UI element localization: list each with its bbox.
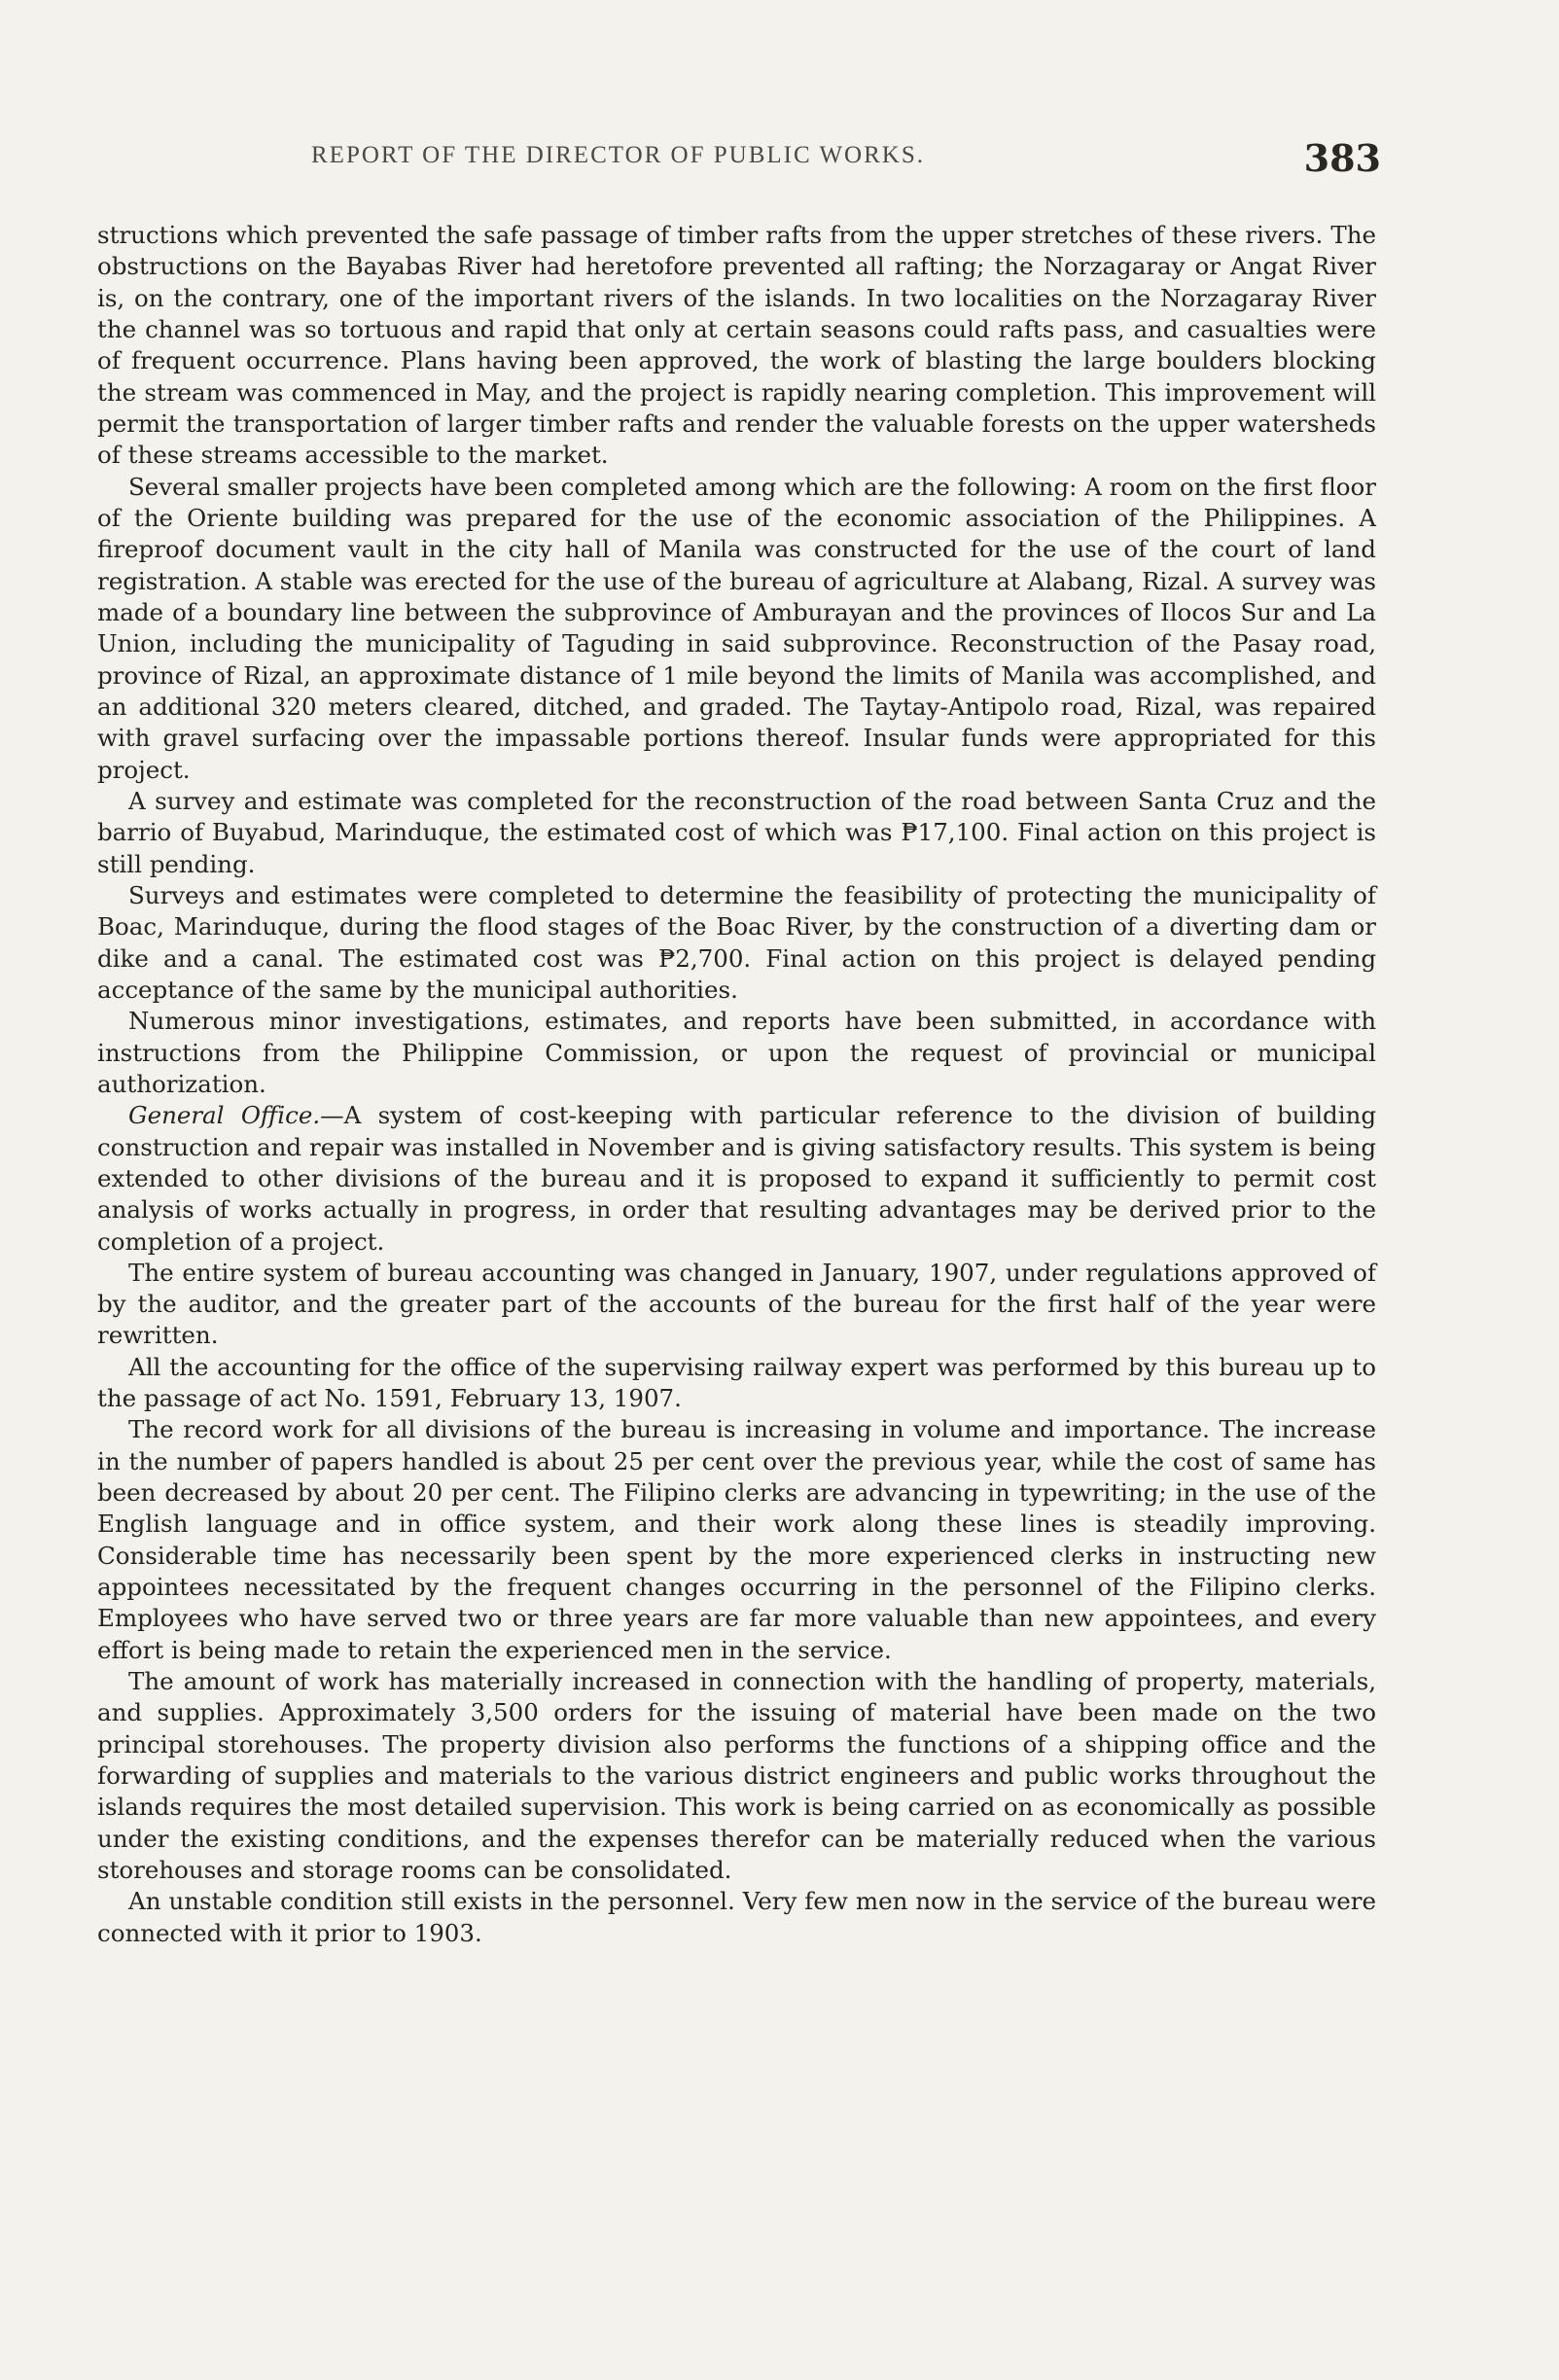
paragraph: The amount of work has materially increased in connection with the handling of property, materials, and supplies. Approximately 3,500 orders for the issuing of material have been made on the two principal storehouses. The property division also performs the functions of a shipping office and the forwarding of supplies and materials to the various district engineers and public works throughout the islands requires the most detailed supervision. This work is being carried on as economically as possible under the existing conditions, and the expenses therefor can be materially reduced when the various storehouses and storage rooms can be consolidated. — [97, 1667, 1376, 1885]
page-header — [311, 136, 1381, 195]
paragraph: All the accounting for the office of the supervising railway expert was performed by this bureau up to the passage of act No. 1591, February 13, 1907. — [97, 1352, 1376, 1413]
paragraph: The entire system of bureau accounting was changed in January, 1907, under regulations approved of by the auditor, and the greater part of the accounts of the bureau for the first half of the year were rewritten. — [97, 1258, 1376, 1350]
paragraph: General Office.—A system of cost-keeping with particular reference to the division of building construction and repair was installed in November and is giving satisfactory results. This system is being extended to other divisions of the bureau and it is proposed to expand it sufficiently to permit cost analysis of works actually in progress, in order that resulting advantages may be derived prior to the completion of a project. — [97, 1101, 1377, 1256]
paragraph: Numerous minor investigations, estimates, and reports have been submitted, in accordance with instructions from the Philippine Commission, or upon the request of provincial or municipal authorization. — [97, 1007, 1376, 1098]
paragraph: Surveys and estimates were completed to determine the feasibility of protecting the municipality of Boac, Marinduque, during the flood stages of the Boac River, by the construction of a diverting dam or dike and a canal. The estimated cost was ₱2,700. Final action on this project is delayed pending acceptance of the same by the municipal authorities. — [97, 880, 1376, 1004]
paragraph: An unstable condition still exists in the personnel. Very few men now in the service of the bureau were connected with it prior to 1903. — [97, 1887, 1376, 1947]
paragraph: structions which prevented the safe passage of timber rafts from the upper stretches of these rivers. The obstructions on the Bayabas River had heretofore prevented all rafting; the Norzagaray or Angat River is, on the contrary, one of the important rivers of the islands. In two localities on the Norzagaray River the channel was so tortuous and rapid that only at certain seasons could rafts pass, and casualties were of frequent occurrence. Plans having been approved, the work of blasting the large boulders blocking the stream was commenced in May, and the project is rapidly nearing completion. This improvement will permit the transportation of larger timber rafts and render the valuable forests on the upper watersheds of these streams accessible to the market. — [97, 221, 1376, 470]
running-head: REPORT OF THE DIRECTOR OF PUBLIC WORKS. — [311, 142, 925, 168]
body-text — [97, 220, 1376, 1949]
paragraph: The record work for all divisions of the bureau is increasing in volume and importance. The increase in the number of papers handled is about 25 per cent over the previous year, while the cost of same has been decreased by about 20 per cent. The Filipino clerks are advancing in typewriting; in the use of the English language and in office system, and their work along these lines is steadily improving. Considerable time has necessarily been spent by the more experienced clerks in instructing new appointees necessitated by the frequent changes occurring in the personnel of the Filipino clerks. Employees who have served two or three years are far more valuable than new appointees, and every effort is being made to retain the experienced men in the service. — [97, 1415, 1376, 1664]
section-lead: General Office. — [128, 1101, 321, 1130]
paragraph: Several smaller projects have been completed among which are the following: A room on the first floor of the Oriente building was prepared for the use of the economic association of the Philippines. A fireproof document vault in the city hall of Manila was constructed for the use of the court of land registration. A stable was erected for the use of the bureau of agriculture at Alabang, Rizal. A survey was made of a boundary line between the subprovince of Amburayan and the provinces of Ilocos Sur and La Union, including the municipality of Taguding in said subprovince. Reconstruction of the Pasay road, province of Rizal, an approximate distance of 1 mile beyond the limits of Manila was accomplished, and an additional 320 meters cleared, ditched, and graded. The Taytay-Antipolo road, Rizal, was repaired with gravel surfacing over the impassable portions thereof. Insular funds were appropriated for this project. — [97, 472, 1376, 784]
paragraph: A survey and estimate was completed for the reconstruction of the road between Santa Cruz and the barrio of Buyabud, Marinduque, the estimated cost of which was ₱17,100. Final action on this project is still pending. — [97, 786, 1376, 878]
page-number: 383 — [1303, 136, 1381, 180]
